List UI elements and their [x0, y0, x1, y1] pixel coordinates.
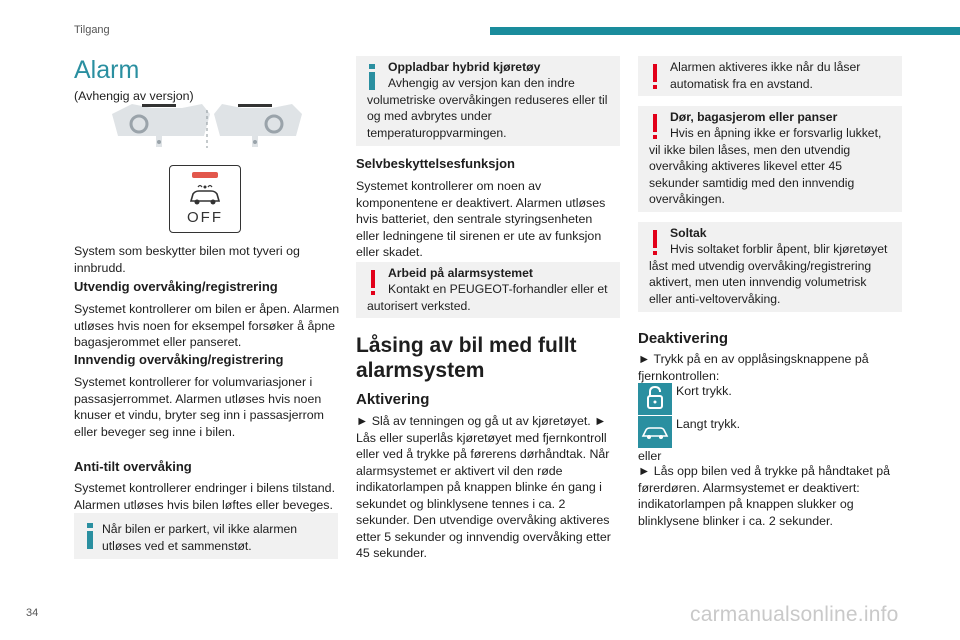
version-note: (Avhengig av versjon): [74, 89, 194, 103]
exterior-monitoring-text: Systemet kontrollerer om bilen er åpen. Alarmen utløses hvis noen for eksempel forsøker å åpne bagasjerommet eller panseret.: [74, 302, 340, 349]
warning-icon: [652, 64, 658, 90]
hybrid-note-text: Avhengig av versjon kan den indre volumetriske overvåkingen reduseres eller til og med avbrytes under temperaturoppvarmingen.: [367, 76, 608, 140]
hybrid-note-title: Oppladbar hybrid kjøretøy: [388, 60, 541, 74]
activation-text: ► Slå av tenningen og gå ut av kjøretøyet. ► Lås eller superlås kjøretøyet med fjernkontroll eller ved å trykke på førerens dørhåndtak. Når alarmsystemet er aktivert vil den røde indikatorlampen på knappen blinke én gang i sekundet og blinklysene tennes i ca. 2 sekunder. Den utvendige overvåking aktiveres etter 5 sekunder og innvendig overvåking etter 45 sekunder.: [356, 414, 611, 560]
exterior-monitoring-heading: Utvendig overvåking/registrering: [74, 279, 278, 294]
deactivation-intro: ► Trykk på en av opplåsingsknappene på fjernkontrollen:: [638, 352, 869, 383]
warning-note-sunroof: [638, 222, 902, 312]
work-note-title: Arbeid på alarmsystemet: [388, 266, 533, 280]
activation-heading: Aktivering: [356, 391, 430, 408]
anti-tilt-heading: Anti-tilt overvåking: [74, 459, 192, 474]
mirror-right-icon: [214, 104, 302, 147]
door-note-text: Hvis en åpning ikke er forsvarlig lukket, vil ikke bilen låses, men den utvendig overvåking aktiveres likevel etter 45 sekunder samtidig med den innvendig overvåkingen.: [649, 126, 882, 206]
deactivation-text: ► Lås opp bilen ved å trykke på håndtaket på førerdøren. Alarmsystemet er deaktivert: indikatorlampen på knappen slukker og blinklysene blinker i ca. 2 sekunder.: [638, 464, 890, 528]
section-label: Tilgang: [74, 24, 110, 36]
off-label: OFF: [187, 209, 223, 226]
info-note-text: Når bilen er parkert, vil ikke alarmen utløses ved et sammenstøt.: [102, 522, 298, 553]
car-unlock-icon: [638, 416, 672, 448]
interior-monitoring-text: Systemet kontrollerer for volumvariasjoner i passasjerrommet. Alarmen utløses hvis noen knuser et vindu, bryter seg inn i passasjerrom eller beveger seg inne i bilen.: [74, 375, 324, 439]
warning-note-work: [356, 262, 620, 318]
short-press-label: Kort trykk.: [676, 384, 732, 398]
remote-note-text: Alarmen aktiveres ikke når du låser automatisk fra en avstand.: [670, 60, 861, 91]
alarm-off-button: [169, 165, 241, 233]
unlock-padlock-icon: [638, 383, 672, 415]
or-text: eller: [638, 449, 662, 463]
anti-tilt-text: Systemet kontrollerer endringer i bilens tilstand. Alarmen utløses hvis bilen løftes eller beveges.: [74, 481, 336, 512]
mirror-left-icon: [112, 104, 210, 147]
unlock-car-key-icon: [638, 416, 672, 448]
red-indicator-lamp: [192, 172, 218, 178]
work-note-text: Kontakt en PEUGEOT-forhandler eller et autorisert verksted.: [367, 282, 608, 313]
lock-heading: Låsing av bil med fullt alarmsystem: [356, 334, 577, 382]
warning-note-remote: [638, 56, 902, 96]
info-icon: [86, 523, 94, 549]
sunroof-note-text: Hvis soltaket forblir åpent, blir kjøretøyet låst med utvendig overvåking/registrering aktivert, men uten innvendig volumetrisk eller anti-veltovervåking.: [649, 242, 888, 306]
watermark: carmanualsonline.info: [690, 603, 899, 626]
info-note-parked: [74, 513, 338, 559]
deactivation-heading: Deaktivering: [638, 330, 729, 347]
intro-text: System som beskytter bilen mot tyveri og innbrudd.: [74, 244, 300, 275]
page-title: Alarm: [74, 56, 140, 84]
sunroof-note-title: Soltak: [670, 226, 707, 240]
self-protection-heading: Selvbeskyttelsesfunksjon: [356, 156, 515, 171]
unlock-key-icon: [638, 383, 672, 415]
info-note-hybrid: [356, 56, 620, 146]
long-press-label: Langt trykk.: [676, 417, 741, 431]
header-accent-bar: [490, 27, 960, 35]
warning-note-door: [638, 106, 902, 212]
page-number: 34: [26, 607, 39, 619]
door-note-title: Dør, bagasjerom eller panser: [670, 110, 838, 124]
car-alarm-icon: [187, 183, 223, 207]
self-protection-text: Systemet kontrollerer om noen av komponentene er deaktivert. Alarmen utløses hvis batteriet, den sentrale styringsenheten eller ledningene til sirenen er ute av funksjon eller skadet.: [356, 179, 606, 259]
interior-mirror-illustration: [112, 104, 302, 154]
interior-monitoring-heading: Innvendig overvåking/registrering: [74, 352, 284, 367]
